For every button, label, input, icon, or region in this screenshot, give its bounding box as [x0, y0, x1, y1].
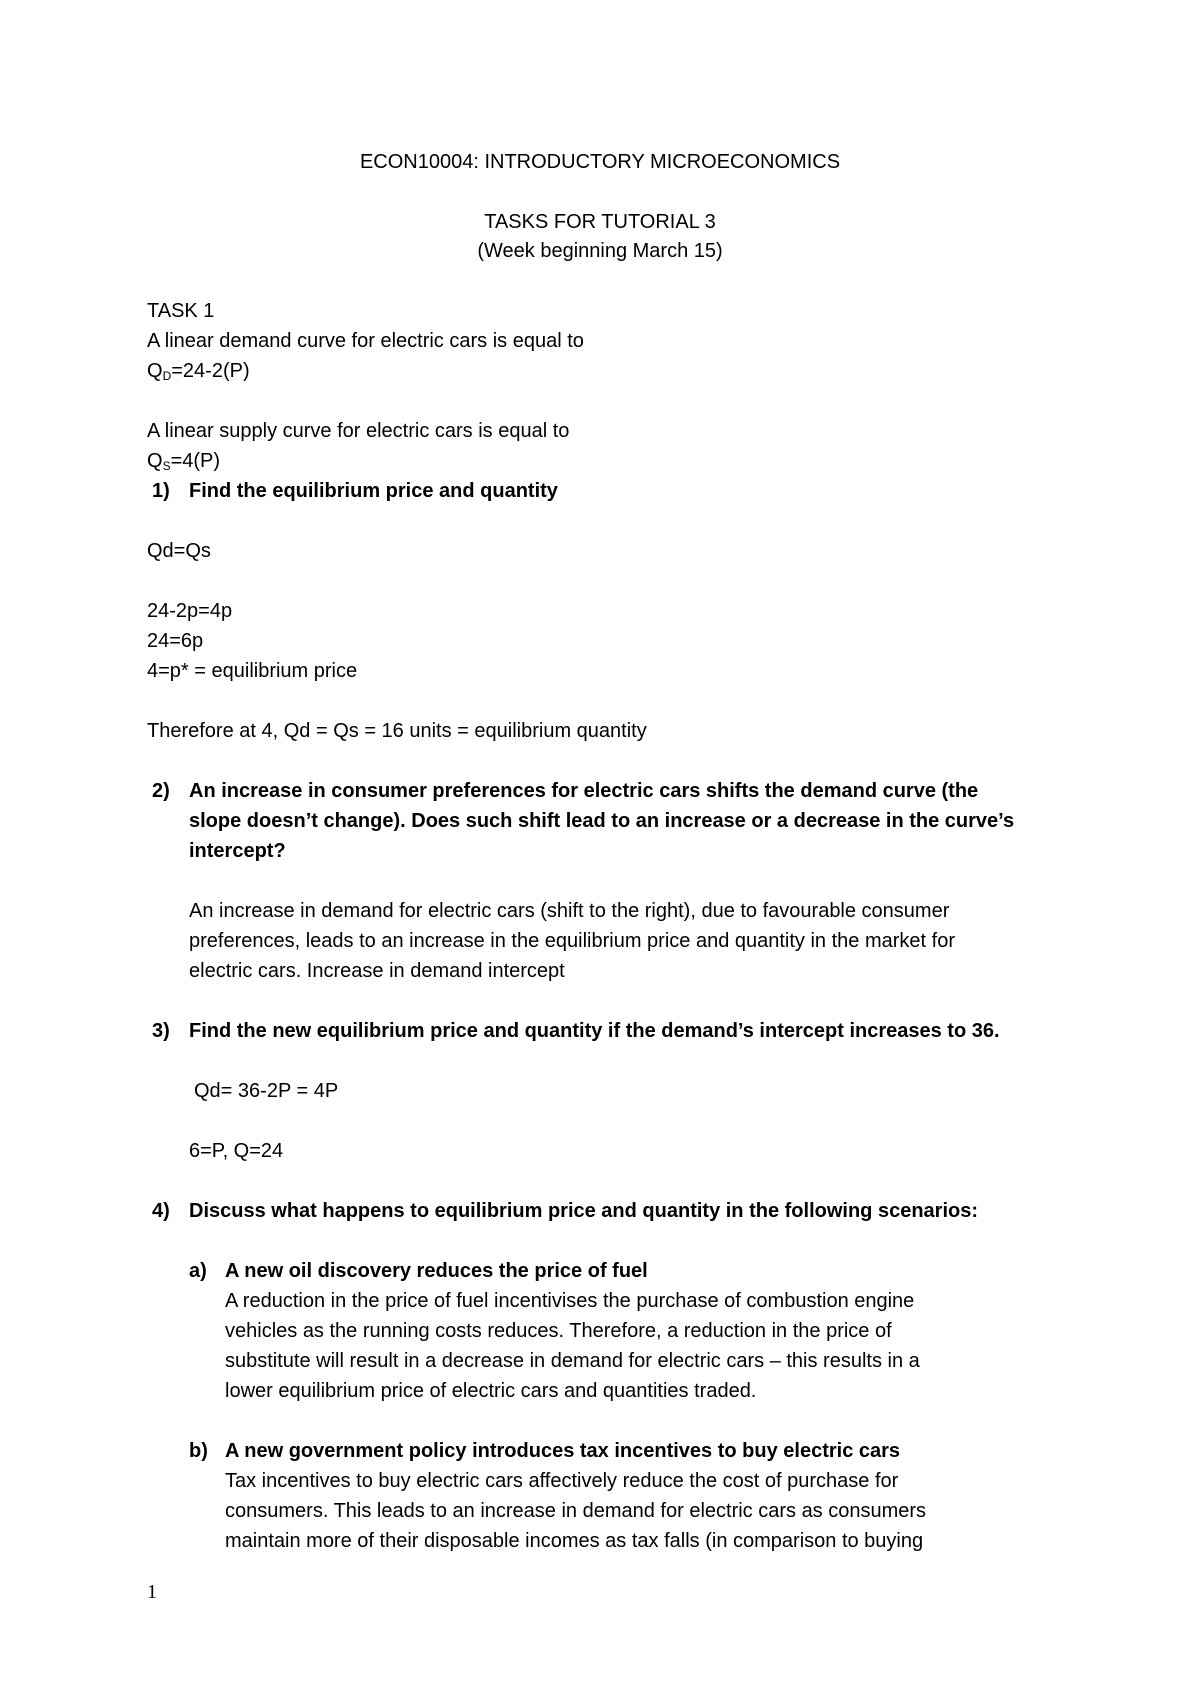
q4b-line: maintain more of their disposable incomes as tax falls (in comparison to buying	[225, 1530, 924, 1552]
q3-number: 3)	[152, 1020, 170, 1042]
q1-answer-line: Qd=Qs	[147, 540, 211, 562]
demand-intro: A linear demand curve for electric cars is equal to	[147, 330, 584, 352]
q4a-label: a)	[189, 1260, 207, 1282]
q2-question-line: An increase in consumer preferences for electric cars shifts the demand curve (the	[189, 780, 979, 802]
tasks-title: TASKS FOR TUTORIAL 3	[484, 211, 716, 233]
q1-answer-line: Therefore at 4, Qd = Qs = 16 units = equilibrium quantity	[147, 720, 647, 742]
q2-answer-line: electric cars. Increase in demand intercept	[189, 960, 565, 982]
q3-question: Find the new equilibrium price and quantity if the demand’s intercept increases to 36.	[189, 1020, 1000, 1042]
q2-answer-line: An increase in demand for electric cars (shift to the right), due to favourable consumer	[189, 900, 950, 922]
q3-answer-line: 6=P, Q=24	[189, 1140, 284, 1162]
q4-number: 4)	[152, 1200, 170, 1222]
q4a-line: substitute will result in a decrease in demand for electric cars – this results in a	[225, 1350, 920, 1372]
page-number: 1	[147, 1581, 157, 1603]
q4a-line: A reduction in the price of fuel incentivises the purchase of combustion engine	[225, 1290, 915, 1312]
q1-number: 1)	[152, 480, 170, 502]
q4b-label: b)	[189, 1440, 208, 1462]
q1-answer-line: 4=p* = equilibrium price	[147, 660, 358, 682]
q4-question: Discuss what happens to equilibrium price and quantity in the following scenarios:	[189, 1200, 978, 1222]
q1-question: Find the equilibrium price and quantity	[189, 480, 558, 502]
q2-number: 2)	[152, 780, 170, 802]
demand-equation: $Q_D=24-2(P)$	[147, 360, 250, 383]
q4b-line: consumers. This leads to an increase in demand for electric cars as consumers	[225, 1500, 927, 1522]
q1-answer-line: 24=6p	[147, 630, 204, 652]
week-subtitle: (Week beginning March 15)	[477, 240, 723, 262]
task1-label: TASK 1	[147, 300, 215, 322]
q3-answer-line: Qd= 36-2P = 4P	[194, 1080, 339, 1102]
q4b-line: Tax incentives to buy electric cars affectively reduce the cost of purchase for	[225, 1470, 899, 1492]
q2-question-line: intercept?	[189, 840, 286, 862]
q4a-title: A new oil discovery reduces the price of fuel	[225, 1260, 648, 1282]
q4a-line: lower equilibrium price of electric cars and quantities traded.	[225, 1380, 757, 1402]
course-title: ECON10004: INTRODUCTORY MICROECONOMICS	[359, 151, 841, 173]
q1-answer-line: 24-2p=4p	[147, 600, 233, 622]
q2-answer-line: preferences, leads to an increase in the equilibrium price and quantity in the market for	[189, 930, 955, 952]
q4a-line: vehicles as the running costs reduces. Therefore, a reduction in the price of	[225, 1320, 892, 1342]
q2-question-line: slope doesn’t change). Does such shift lead to an increase or a decrease in the curve’s	[189, 810, 1015, 832]
q4b-title: A new government policy introduces tax incentives to buy electric cars	[225, 1440, 901, 1462]
supply-equation: $Q_S=4(P)$	[147, 450, 221, 473]
supply-intro: A linear supply curve for electric cars is equal to	[147, 420, 570, 442]
